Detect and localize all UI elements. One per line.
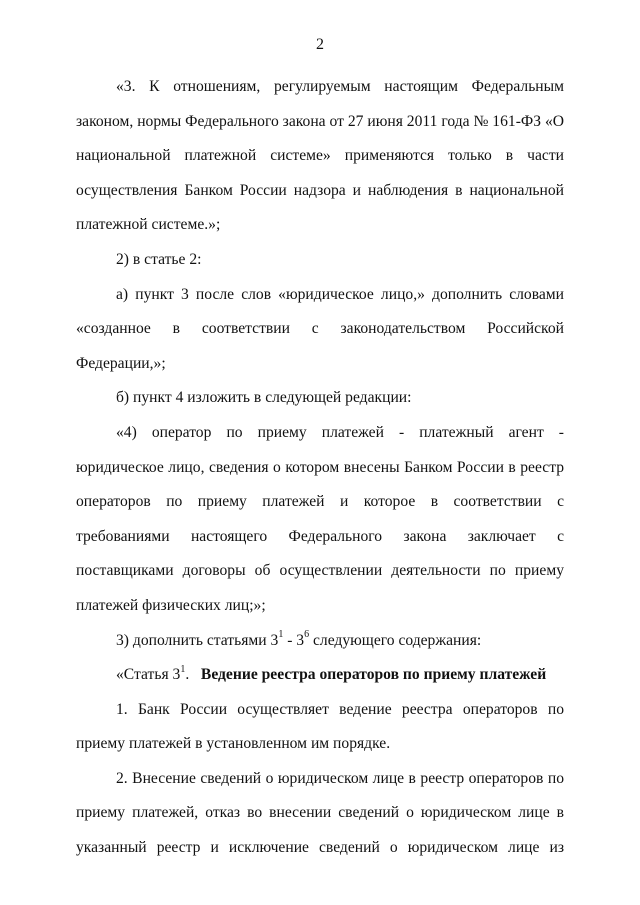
- page-number: 2: [316, 36, 324, 53]
- paragraph-item-b: б) пункт 4 изложить в следующей редакции:: [116, 389, 412, 407]
- add-articles-sup-2: 6: [304, 629, 310, 641]
- paragraph-clause-1: 1. Банк России осуществляет ведение реестра операторов по приему платежей в установленном им порядке.: [76, 700, 564, 753]
- paragraph-article-2-heading: 2) в статье 2:: [116, 250, 202, 268]
- article-3-1-heading: [76, 658, 564, 693]
- document-body: [76, 70, 564, 866]
- article-heading-sup: 1: [180, 663, 186, 675]
- article-heading-prefix: «Статья 3: [116, 666, 181, 684]
- paragraph-add-articles: [76, 624, 564, 659]
- add-articles-text-middle: - 3: [283, 631, 305, 649]
- paragraph-definition-4: «4) оператор по приему платежей - платежный агент - юридическое лицо, сведения о котором внесены Банком России в реестр операторов по приему платежей и которое в соответствии с требованиями настоящего Федерального закона заключает с поставщиками договоры об осуществлении деятельности по приему платежей физических лиц;»;: [76, 423, 564, 614]
- add-articles-sup-1: 1: [278, 629, 284, 641]
- paragraph-item-a: а) пункт 3 после слов «юридическое лицо,» дополнить словами «созданное в соответствии с законодательством Российской Федерации,»;: [76, 285, 564, 372]
- article-heading-title: Ведение реестра операторов по приему платежей: [200, 666, 547, 684]
- paragraph-amendment-clause-3: «3. К отношениям, регулируемым настоящим Федеральным законом, нормы Федерального закона от 27 июня 2011 года № 161-ФЗ «О национальной платежной системе» применяются только в части осуществления Банком России надзора и наблюдения в национальной платежной системе.»;: [76, 78, 564, 234]
- paragraph-clause-2: 2. Внесение сведений о юридическом лице в реестр операторов по приему платежей, отказ во внесении сведений о юридическом лице в указанный реестр и исключение сведений о юридическом лице из: [76, 769, 564, 857]
- article-heading-dot: .: [185, 666, 190, 684]
- add-articles-text-before: 3) дополнить статьями 3: [116, 631, 279, 649]
- add-articles-text-after: следующего содержания:: [309, 631, 482, 649]
